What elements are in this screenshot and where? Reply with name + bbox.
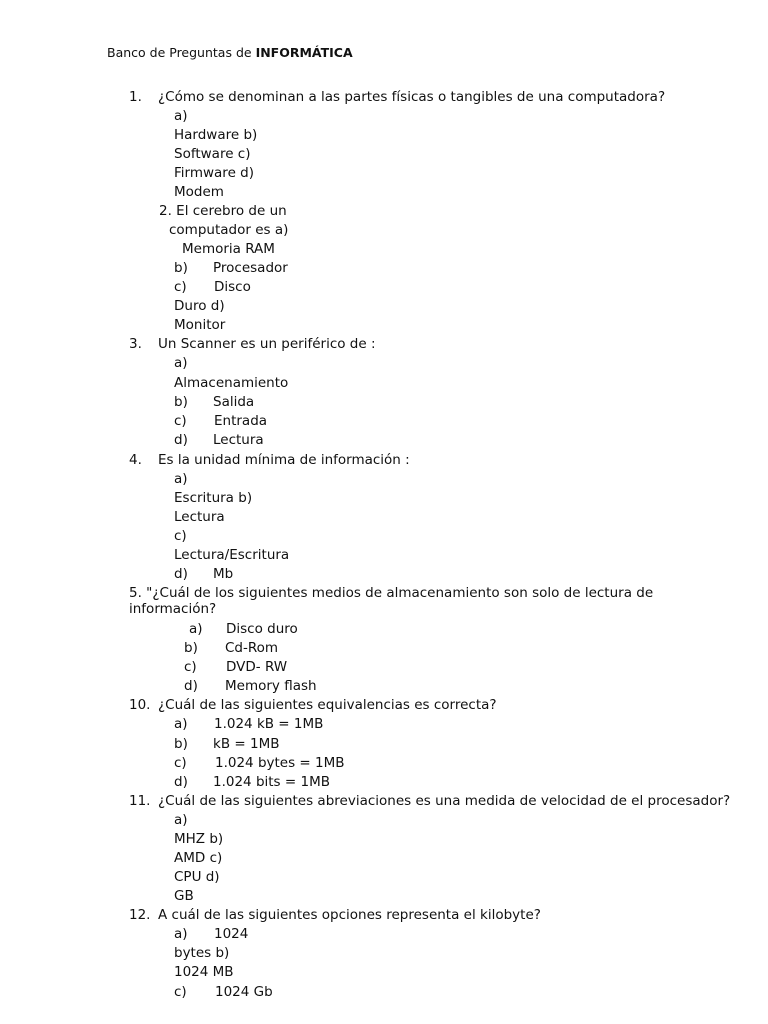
q4-line-4: c) (174, 528, 187, 544)
q2-line-6: Duro d) (174, 298, 225, 314)
q12-line-2: bytes b) (174, 945, 230, 961)
q1-line-3: Software c) (174, 146, 251, 162)
q4-line-2: Escritura b) (174, 490, 253, 506)
q12-number: 12. (129, 907, 151, 923)
q3-option-c-letter: c) (174, 413, 187, 429)
q2-line-7: Monitor (174, 317, 226, 333)
q4-line-3: Lectura (174, 509, 225, 525)
q1-text: ¿Cómo se denominan a las partes físicas o tangibles de una computadora? (158, 89, 666, 105)
q2-option-c-text: Disco (214, 279, 251, 295)
q1-line-2: Hardware b) (174, 127, 258, 143)
q11-line-2: MHZ b) (174, 831, 224, 847)
q3-option-d-letter: d) (174, 432, 188, 448)
q5-option-d-letter: d) (184, 678, 198, 694)
q10-option-c-letter: c) (174, 755, 187, 771)
q10-option-d-text: 1.024 bits = 1MB (213, 774, 330, 790)
q3-option-b-letter: b) (174, 394, 188, 410)
q2-line-3: Memoria RAM (182, 241, 275, 257)
q1-line-5: Modem (174, 184, 224, 200)
q5-option-b-text: Cd-Rom (225, 640, 279, 656)
page-title (107, 44, 353, 62)
q11-line-1: a) (174, 812, 188, 828)
q5-option-d-text: Memory flash (225, 678, 317, 694)
q2-option-c-letter: c) (174, 279, 187, 295)
q5-option-b-letter: b) (184, 640, 198, 656)
q12-option-c-text: 1024 Gb (215, 984, 273, 1000)
q5-text-line-1: 5. "¿Cuál de los siguientes medios de almacenamiento son solo de lectura de (129, 585, 654, 601)
q10-text: ¿Cuál de las siguientes equivalencias es correcta? (158, 697, 497, 713)
q2-option-b-letter: b) (174, 260, 188, 276)
q4-option-d-text: Mb (213, 566, 234, 582)
q1-line-1: a) (174, 108, 188, 124)
q10-option-a-letter: a) (174, 716, 188, 732)
q4-option-d-letter: d) (174, 566, 188, 582)
q12-option-a-letter: a) (174, 926, 188, 942)
q2-line-1: 2. El cerebro de un (159, 203, 287, 219)
q10-option-a-text: 1.024 kB = 1MB (214, 716, 324, 732)
q12-line-3: 1024 MB (174, 964, 234, 980)
q3-line-2: Almacenamiento (174, 375, 289, 391)
q2-option-b-text: Procesador (213, 260, 288, 276)
q11-line-3: AMD c) (174, 850, 223, 866)
q4-text: Es la unidad mínima de información : (158, 452, 410, 468)
q11-line-4: CPU d) (174, 869, 220, 885)
title-prefix: Banco de Preguntas de (107, 45, 256, 60)
q5-text-line-2: información? (129, 601, 217, 617)
q12-option-c-letter: c) (174, 984, 187, 1000)
q11-line-5: GB (174, 888, 194, 904)
q10-option-b-letter: b) (174, 736, 188, 752)
q10-number: 10. (129, 697, 151, 713)
q5-option-c-letter: c) (184, 659, 197, 675)
q3-option-d-text: Lectura (213, 432, 264, 448)
q5-option-a-text: Disco duro (226, 621, 298, 637)
q1-number: 1. (129, 89, 142, 105)
q10-option-d-letter: d) (174, 774, 188, 790)
q5-option-c-text: DVD- RW (226, 659, 288, 675)
q12-option-a-text: 1024 (214, 926, 249, 942)
q3-option-b-text: Salida (213, 394, 255, 410)
title-subject: INFORMÁTICA (255, 45, 353, 60)
q11-number: 11. (129, 793, 151, 809)
q1-line-4: Firmware d) (174, 165, 254, 181)
q3-option-c-text: Entrada (214, 413, 268, 429)
q11-text: ¿Cuál de las siguientes abreviaciones es una medida de velocidad de el procesador? (158, 793, 731, 809)
q10-option-c-text: 1.024 bytes = 1MB (215, 755, 345, 771)
q4-line-5: Lectura/Escritura (174, 547, 290, 563)
q10-option-b-text: kB = 1MB (213, 736, 280, 752)
q3-line-1: a) (174, 355, 188, 371)
q4-line-1: a) (174, 471, 188, 487)
q2-line-2: computador es a) (169, 222, 289, 238)
q3-number: 3. (129, 336, 142, 352)
q12-text: A cuál de las siguientes opciones representa el kilobyte? (158, 907, 541, 923)
q4-number: 4. (129, 452, 142, 468)
q5-option-a-letter: a) (189, 621, 203, 637)
q3-text: Un Scanner es un periférico de : (158, 336, 376, 352)
